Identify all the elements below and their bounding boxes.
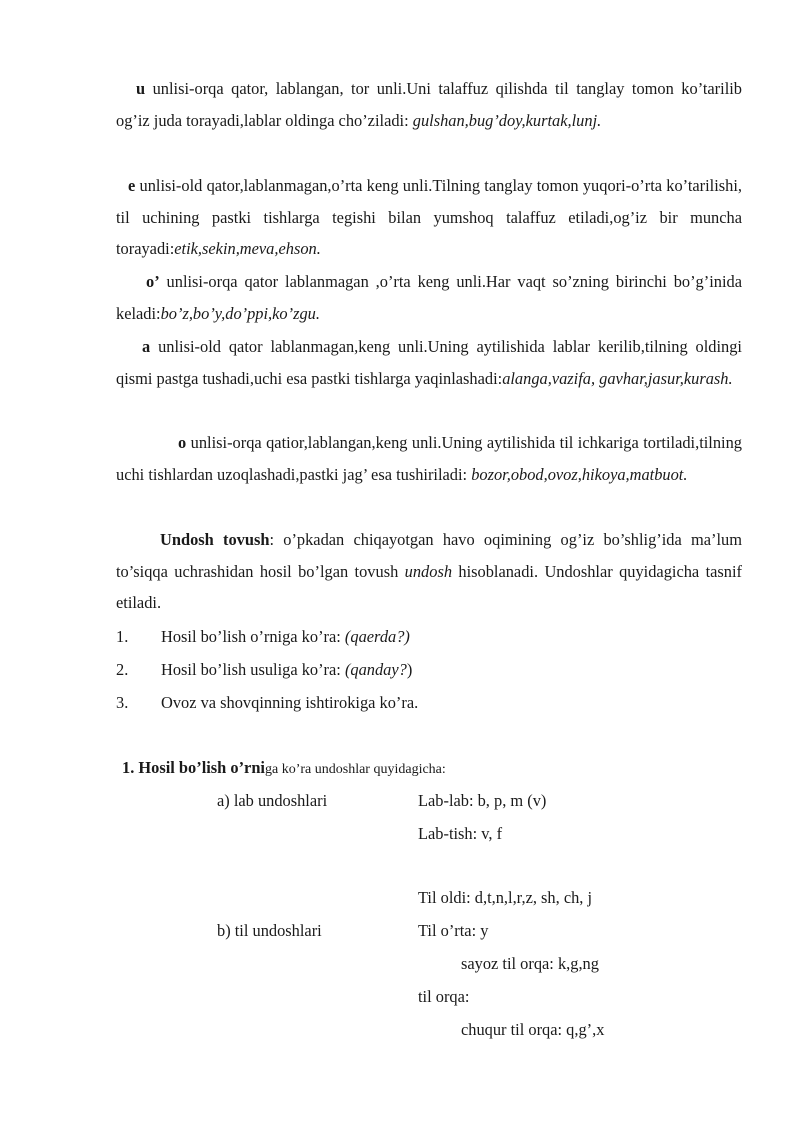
paragraph-e	[116, 170, 742, 265]
list-number: 1.	[116, 627, 129, 646]
paragraph-u	[116, 73, 742, 136]
section-heading-bold: 1. Hosil bo’lish o’rni	[122, 758, 265, 777]
paragraph-text: : o’pkadan chiqayotgan havo oqimining og’iz bo’shlig’ida ma’lum to’siqqa uchrashidan hosil bo’lgan tovush	[116, 530, 742, 581]
vowel-letter: u	[136, 79, 146, 98]
examples: gulshan,bug’doy,kurtak,lunj.	[412, 110, 602, 130]
til-oldi-row: Til oldi: d,t,n,l,r,z, sh, ch, j	[418, 888, 593, 907]
list-question: (qanday?	[344, 660, 407, 679]
vowel-letter: a	[142, 337, 151, 356]
examples: bozor,obod,ovoz,hikoya,matbuot.	[471, 464, 688, 484]
undosh-term-italic: undosh	[404, 561, 453, 581]
paragraph-text: unlisi-old qator,lablanmagan,o’rta keng unli.Tilning tanglay tomon yuqori-o’rta ko’tarilishi, til uchining pastki tishlarga tegishi bilan yumshoq talaffuz etiladi,og’iz bir muncha torayadi:	[116, 176, 742, 259]
til-orqa-row: til orqa:	[418, 987, 470, 1006]
lab-undoshlari-label: a) lab undoshlari	[217, 791, 328, 810]
list-number: 2.	[116, 660, 129, 679]
paragraph-text: hisoblanadi. Undoshlar quyidagicha tasnif etiladi.	[116, 561, 742, 613]
examples: alanga,vazifa, gavhar,jasur,kurash.	[502, 368, 733, 388]
list-question: (qaerda?)	[344, 627, 410, 646]
examples: etik,sekin,meva,ehson.	[174, 239, 321, 259]
paragraph-o-apostrophe	[116, 266, 742, 329]
paragraph-text: unlisi-old qator lablanmagan,keng unli.Uning aytilishida lablar kerilib,tilning oldingi qismi pastga tushadi,uchi esa pastki tishlarga yaqinlashadi:	[116, 337, 742, 388]
list-number: 3.	[116, 693, 129, 712]
sayoz-til-orqa-row: sayoz til orqa: k,g,ng	[461, 954, 599, 973]
examples: bo’z,bo’y,do’ppi,ko’zgu.	[160, 303, 320, 323]
list-item	[116, 693, 419, 713]
chuqur-til-orqa-row: chuqur til orqa: q,g’,x	[461, 1020, 605, 1039]
til-orta-row: Til o’rta: y	[418, 921, 489, 940]
til-undoshlari-label: b) til undoshlari	[217, 921, 322, 940]
paragraph-text: unlisi-orqa qator, lablangan, tor unli.Uni talaffuz qilishda til tanglay tomon ko’tarilib og’iz juda torayadi,lablar oldinga cho’ziladi:	[116, 79, 742, 130]
lab-lab-row: Lab-lab: b, p, m (v)	[418, 791, 547, 810]
section-heading-rest: ga ko’ra undoshlar quyidagicha:	[265, 762, 446, 777]
lab-tish-row: Lab-tish: v, f	[418, 824, 503, 843]
list-label: Hosil bo’lish o’rniga ko’ra:	[161, 627, 345, 646]
vowel-letter: o’	[146, 272, 160, 291]
paragraph-undosh	[116, 524, 742, 619]
list-text	[161, 627, 410, 647]
vowel-letter: o	[178, 433, 187, 452]
paragraph-a	[116, 331, 742, 394]
list-label: Hosil bo’lish usuliga ko’ra:	[161, 660, 345, 679]
list-text	[161, 660, 412, 680]
list-tail: )	[406, 660, 413, 679]
paragraph-text: unlisi-orqa qator lablanmagan ,o’rta keng unli.Har vaqt so’zning birinchi bo’g’inida keladi:	[116, 272, 742, 323]
list-text	[161, 693, 418, 713]
undosh-term: Undosh tovush	[160, 530, 270, 549]
list-item	[116, 660, 413, 680]
list-label: Ovoz va shovqinning ishtirokiga ko’ra.	[161, 693, 419, 712]
paragraph-o	[116, 427, 742, 490]
paragraph-text: unlisi-orqa qatior,lablangan,keng unli.Uning aytilishida til ichkariga tortiladi,tilning uchi tishlardan uzoqlashadi,pastki jag’ esa tushiriladi:	[116, 433, 742, 484]
list-item	[116, 627, 410, 647]
section-heading	[122, 758, 446, 780]
vowel-letter: e	[128, 176, 136, 195]
